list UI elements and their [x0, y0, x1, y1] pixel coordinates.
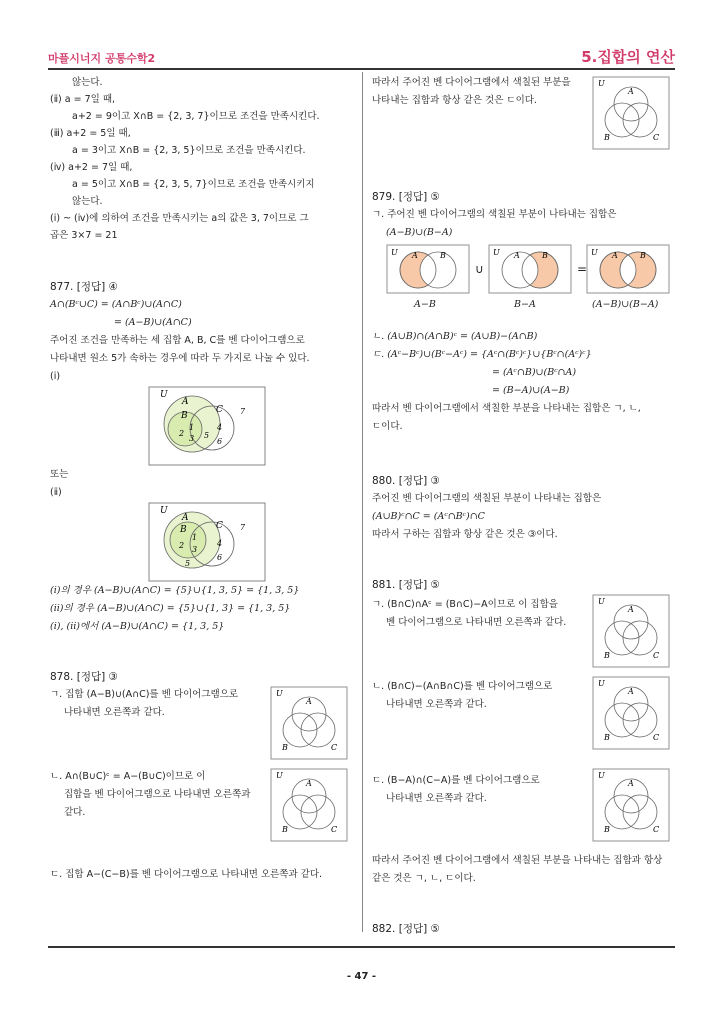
text-line: ㄱ. (B∩C)∩Aᶜ = (B∩C)−A이므로 이 집합을	[372, 599, 558, 610]
svg-text:U: U	[391, 248, 398, 257]
text-line: ㄷ. 집합 A−(C−B)를 벤 다이어그램으로 나타내면 오른쪽과 같다.	[50, 869, 323, 880]
text-line: 주어진 조건을 만족하는 세 집합 A, B, C를 벤 다이어그램으로	[50, 335, 305, 346]
text-line: (ⅳ) a+2 = 7일 때,	[50, 162, 133, 173]
svg-text:A: A	[628, 87, 634, 96]
svg-text:3: 3	[189, 434, 195, 443]
text-line: (ⅲ) a+2 = 5일 때,	[50, 128, 131, 139]
result-line: (ⅰ), (ⅱ)에서 (A−B)∪(A∩C) = {1, 3, 5}	[50, 621, 225, 632]
equation: (A−B)∪(B−A)	[386, 227, 453, 238]
problem-878-title: 878. [정답] ③	[50, 671, 118, 683]
svg-text:B: B	[440, 251, 446, 260]
text-line: 또는	[50, 469, 69, 480]
svg-text:C: C	[653, 133, 660, 142]
svg-text:U: U	[598, 597, 605, 606]
svg-text:B: B	[542, 251, 548, 260]
text-line: 따라서 주어진 벤 다이어그램에서 색칠된 부분을 나타내는 집합과 항상	[372, 855, 663, 866]
svg-text:A: A	[612, 251, 618, 260]
svg-text:2: 2	[179, 429, 185, 438]
venn-three-sets	[592, 768, 670, 842]
caption: (A−B)∪(B−A)	[592, 299, 659, 310]
book-title: 마플시너지 공통수학2	[48, 52, 156, 65]
result-line: (ⅱ)의 경우 (A−B)∪(A∩C) = {5}∪{1, 3} = {1, 3, 5}	[50, 603, 291, 614]
text-line: 주어진 벤 다이어그램의 색칠된 부분이 나타내는 집합은	[372, 493, 602, 504]
text-line: 나타내면 오른쪽과 같다.	[386, 699, 487, 710]
text-line: ㄱ. 주어진 벤 다이어그램의 색칠된 부분이 나타내는 집합은	[372, 209, 617, 220]
svg-text:U: U	[591, 248, 598, 257]
text-line: ㄷ이다.	[372, 421, 403, 432]
svg-text:C: C	[653, 651, 660, 660]
header-rule	[48, 68, 675, 70]
equation: = (B−A)∪(A−B)	[492, 385, 570, 396]
svg-text:B: B	[181, 411, 188, 421]
equation: A∩(Bᶜ∪C) = (A∩Bᶜ)∪(A∩C)	[50, 299, 182, 310]
svg-text:B: B	[604, 133, 610, 142]
svg-text:U: U	[493, 248, 500, 257]
equation: ㄷ. (Aᶜ−Bᶜ)∪(Bᶜ−Aᶜ) = {Aᶜ∩(Bᶜ)ᶜ}∪{Bᶜ∩(Aᶜ)ᶜ}	[372, 349, 592, 360]
union-symbol: ∪	[475, 262, 484, 276]
svg-text:A: A	[412, 251, 418, 260]
svg-text:4: 4	[217, 539, 223, 548]
venn-three-sets	[592, 76, 670, 150]
problem-879-title: 879. [정답] ⑤	[372, 191, 440, 203]
svg-text:A: A	[182, 397, 189, 407]
text-line: 같다.	[64, 807, 86, 818]
svg-text:A: A	[306, 697, 312, 706]
text-line: 나타내는 집합과 항상 같은 것은 ㄷ이다.	[372, 95, 537, 106]
text-line: 나타내면 오른쪽과 같다.	[64, 707, 165, 718]
venn-b-minus-a	[488, 244, 572, 294]
text-line: 따라서 구하는 집합과 항상 같은 것은 ③이다.	[372, 529, 558, 540]
venn-three-sets	[592, 594, 670, 668]
venn-three-sets	[592, 676, 670, 750]
page-number: - 47 -	[346, 971, 377, 982]
svg-text:A: A	[182, 513, 189, 523]
caption: A−B	[414, 299, 436, 310]
svg-text:3: 3	[192, 545, 198, 554]
problem-881-title: 881. [정답] ⑤	[372, 579, 440, 591]
venn-diagram-case2	[148, 502, 266, 582]
svg-text:A: A	[514, 251, 520, 260]
page-header	[48, 44, 675, 66]
svg-text:U: U	[160, 506, 168, 516]
text-line: 따라서 벤 다이어그램에서 색칠한 부분을 나타내는 집합은 ㄱ, ㄴ,	[372, 403, 641, 414]
svg-text:B: B	[604, 825, 610, 834]
equation: = (Aᶜ∩B)∪(Bᶜ∩A)	[492, 367, 577, 378]
svg-text:C: C	[653, 733, 660, 742]
text-line: 나타내면 오른쪽과 같다.	[386, 793, 487, 804]
text-line: ㄱ. 집합 (A−B)∪(A∩C)를 벤 다이어그램으로	[50, 689, 239, 700]
text-line: 집합을 벤 다이어그램으로 나타내면 오른쪽과	[64, 789, 251, 800]
caption: B−A	[514, 299, 536, 310]
svg-text:C: C	[653, 825, 660, 834]
text-line: a+2 = 9이고 X∩B = {2, 3, 7}이므로 조건을 만족시킨다.	[72, 111, 320, 122]
svg-text:7: 7	[240, 523, 246, 532]
text-line: 같은 것은 ㄱ, ㄴ, ㄷ이다.	[372, 873, 476, 884]
svg-text:1: 1	[192, 533, 198, 542]
case-label: (ⅱ)	[50, 487, 62, 498]
svg-text:B: B	[604, 651, 610, 660]
svg-text:U: U	[598, 79, 605, 88]
chapter-title: 5.집합의 연산	[581, 48, 675, 66]
svg-text:7: 7	[240, 407, 246, 416]
svg-text:C: C	[216, 405, 223, 415]
text-line: 따라서 주어진 벤 다이어그램에서 색칠된 부분을	[372, 77, 571, 88]
svg-text:C: C	[331, 743, 338, 752]
text-line: (ⅱ) a = 7일 때,	[50, 94, 116, 105]
svg-text:C: C	[331, 825, 338, 834]
text-line: 벤 다이어그램으로 나타내면 오른쪽과 같다.	[386, 617, 567, 628]
svg-text:B: B	[640, 251, 646, 260]
text-line: ㄴ. (B∩C)−(A∩B∩C)를 벤 다이어그램으로	[372, 681, 553, 692]
text-line: 곱은 3×7 = 21	[50, 230, 118, 241]
svg-text:4: 4	[217, 423, 223, 432]
text-line: 나타내면 원소 5가 속하는 경우에 따라 두 가지로 나눌 수 있다.	[50, 353, 310, 364]
result-line: (ⅰ)의 경우 (A−B)∪(A∩C) = {5}∪{1, 3, 5} = {1, 3, 5}	[50, 585, 300, 596]
svg-text:B: B	[604, 733, 610, 742]
text-line: 않는다.	[72, 196, 103, 207]
svg-text:1: 1	[189, 423, 195, 432]
svg-text:B: B	[282, 743, 288, 752]
svg-text:6: 6	[217, 437, 223, 446]
text-line: (ⅰ) ~ (ⅳ)에 의하여 조건을 만족시키는 a의 값은 3, 7이므로 그	[50, 213, 309, 224]
svg-text:U: U	[276, 771, 283, 780]
svg-text:A: A	[628, 605, 634, 614]
venn-a-minus-b	[386, 244, 470, 294]
column-divider	[362, 72, 363, 932]
text-line: ㄴ. A∩(B∪C)ᶜ = A−(B∪C)이므로 이	[50, 771, 206, 782]
svg-text:A: A	[628, 687, 634, 696]
equation: = (A−B)∪(A∩C)	[114, 317, 192, 328]
footer-rule	[48, 946, 675, 948]
problem-880-title: 880. [정답] ③	[372, 475, 440, 487]
equation: (A∪B)ᶜ∩C = (Aᶜ∩Bᶜ)∩C	[372, 511, 485, 522]
text-line: ㄷ. (B−A)∩(C−A)를 벤 다이어그램으로	[372, 775, 540, 786]
svg-text:B: B	[180, 525, 187, 535]
svg-text:A: A	[306, 779, 312, 788]
svg-text:B: B	[282, 825, 288, 834]
svg-text:A: A	[628, 779, 634, 788]
venn-diagram-case1	[148, 386, 266, 466]
text-line: a = 5이고 X∩B = {2, 3, 5, 7}이므로 조건을 만족시키지	[72, 179, 315, 190]
svg-text:2: 2	[179, 541, 185, 550]
venn-three-sets	[270, 686, 348, 760]
equals-symbol: =	[577, 262, 588, 276]
svg-text:C: C	[216, 521, 223, 531]
svg-text:6: 6	[217, 553, 223, 562]
svg-text:U: U	[598, 771, 605, 780]
svg-text:U: U	[160, 390, 168, 400]
svg-text:5: 5	[204, 431, 210, 440]
svg-text:U: U	[276, 689, 283, 698]
venn-symmetric-difference	[586, 244, 670, 294]
text-line: a = 3이고 X∩B = {2, 3, 5}이므로 조건을 만족시킨다.	[72, 145, 306, 156]
text-line: 않는다.	[72, 77, 103, 88]
svg-text:U: U	[598, 679, 605, 688]
case-label: (ⅰ)	[50, 371, 61, 382]
problem-882-title: 882. [정답] ⑤	[372, 923, 440, 935]
svg-text:5: 5	[185, 559, 191, 568]
venn-three-sets	[270, 768, 348, 842]
problem-877-title: 877. [정답] ④	[50, 281, 118, 293]
equation: ㄴ. (A∪B)∩(A∩B)ᶜ = (A∪B)−(A∩B)	[372, 331, 538, 342]
